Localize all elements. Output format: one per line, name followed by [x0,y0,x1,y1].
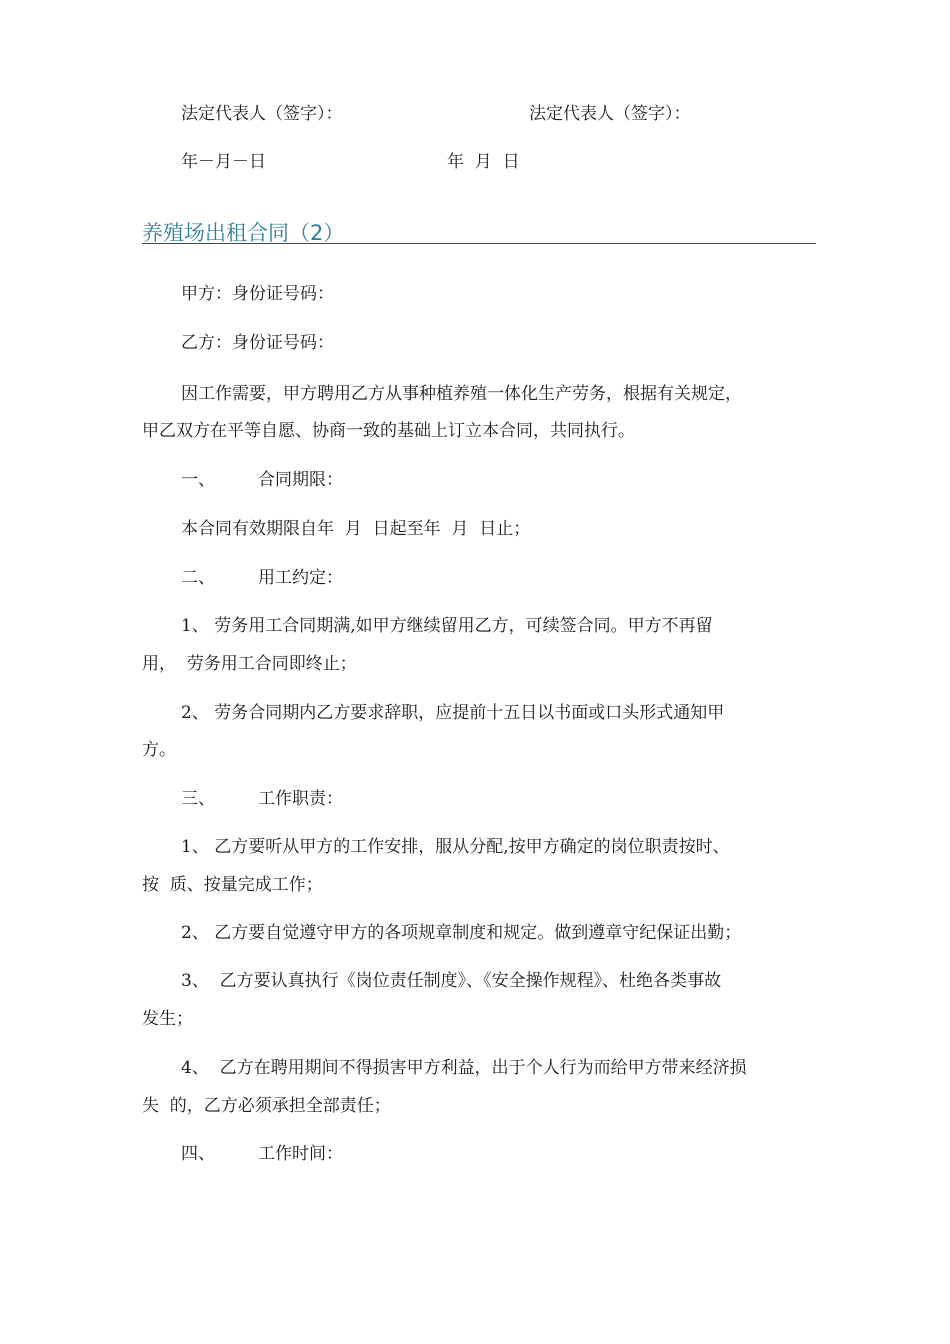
section-3-item-1-line-2: 按 质、按量完成工作； [142,875,323,895]
section-3-item-1-line-1: 1、 乙方要听从甲方的工作安排，服从分配,按甲方确定的岗位职责按时、 [181,837,730,857]
section-2-heading [181,567,343,589]
signature-left-date: 年－月－日 [181,152,266,172]
signature-right-date: 年 月 日 [447,152,520,172]
party-b-line: 乙方：身份证号码： [181,333,334,353]
section-3-number: 三、 [181,789,215,809]
party-a-line: 甲方：身份证号码： [181,284,334,304]
section-4-title: 工作时间： [258,1144,343,1164]
section-3-title: 工作职责： [258,789,343,809]
section-1-title: 合同期限： [258,470,343,490]
section-2-title: 用工约定： [258,568,343,588]
section-3-item-2-line-1: 2、 乙方要自觉遵守甲方的各项规章制度和规定。做到遵章守纪保证出勤； [181,923,742,943]
signature-right-label: 法定代表人（签字）： [529,104,691,124]
section-2-item-1-line-1: 1、 劳务用工合同期满,如甲方继续留用乙方，可续签合同。甲方不再留 [181,616,713,636]
section-2-number: 二、 [181,568,215,588]
section-2-item-1-line-2: 用， 劳务用工合同即终止； [142,654,357,674]
section-2-item-2-line-1: 2、 劳务合同期内乙方要求辞职，应提前十五日以书面或口头形式通知甲 [181,703,725,723]
contract-title: 养殖场出租合同（2） [142,221,345,245]
signature-left-label: 法定代表人（签字）： [181,104,343,124]
section-4-heading [181,1143,343,1165]
section-3-item-3-line-1: 3、 乙方要认真执行《岗位责任制度》、《安全操作规程》、杜绝各类事故 [181,971,722,991]
section-2-item-2-line-2: 方。 [142,740,176,760]
section-3-item-4-line-2: 失 的，乙方必须承担全部责任； [142,1096,391,1116]
section-3-item-4-line-1: 4、 乙方在聘用期间不得损害甲方利益，出于个人行为而给甲方带来经济损 [181,1058,747,1078]
title-underline [142,243,816,244]
intro-line-2: 甲乙双方在平等自愿、协商一致的基础上订立本合同，共同执行。 [142,421,635,441]
section-3-heading [181,788,343,810]
section-4-number: 四、 [181,1144,215,1164]
section-1-number: 一、 [181,470,215,490]
intro-line-1: 因工作需要，甲方聘用乙方从事种植养殖一体化生产劳务，根据有关规定， [181,384,742,404]
section-1-text: 本合同有效期限自年 月 日起至年 月 日止； [181,519,531,539]
section-1-heading [181,469,343,491]
section-3-item-3-line-2: 发生； [142,1009,193,1029]
